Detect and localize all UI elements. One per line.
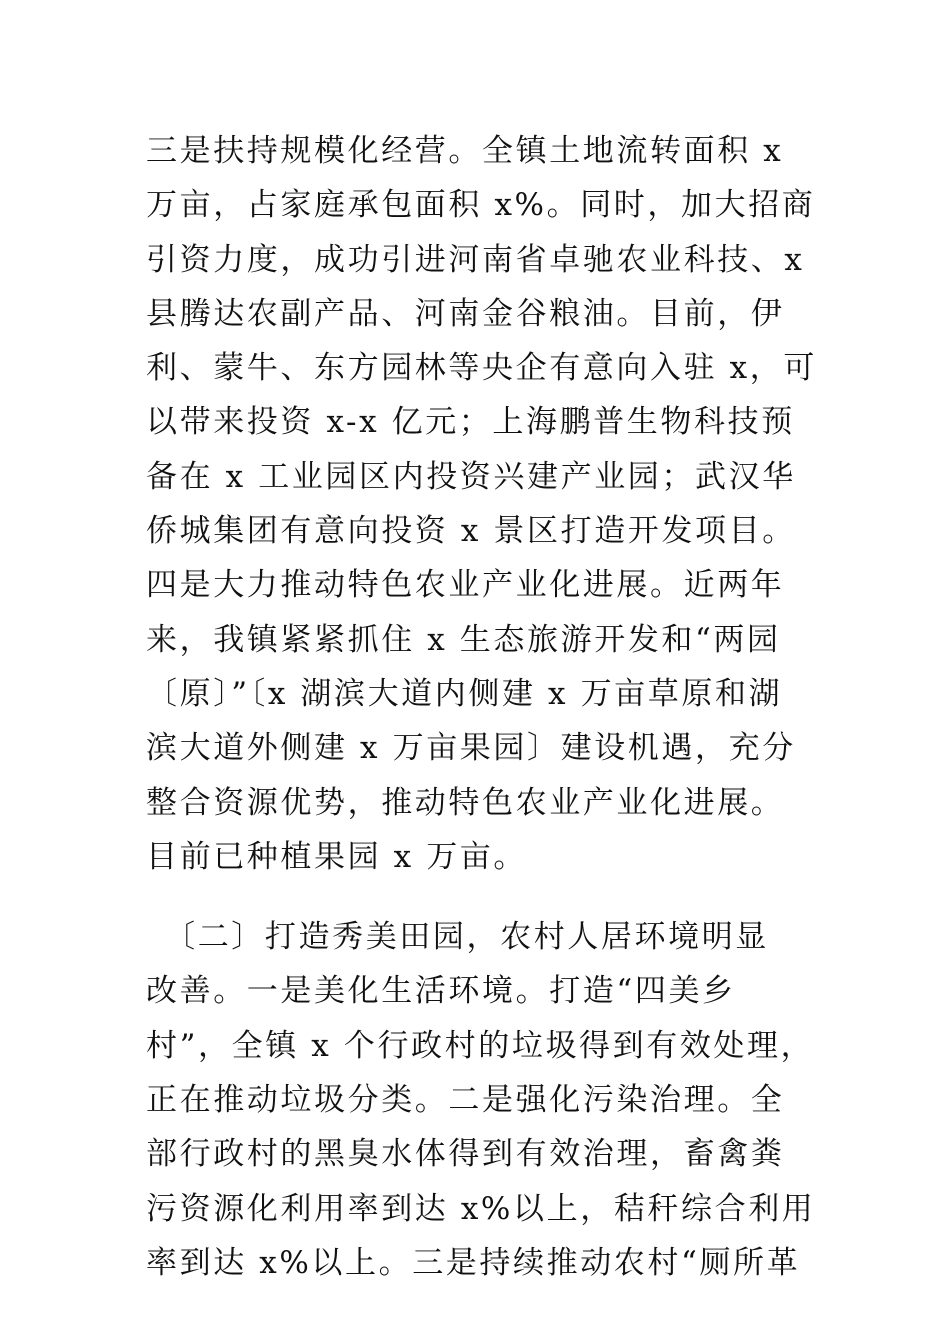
text-line: 污资源化利用率到达 x%以上，秸秆综合利用 bbox=[146, 1190, 816, 1227]
text-line: 引资力度，成功引进河南省卓驰农业科技、x bbox=[146, 241, 805, 278]
text-line: 来，我镇紧紧抓住 x 生态旅游开发和“两园 bbox=[146, 621, 781, 658]
text-line: 改善。一是美化生活环境。打造“四美乡 bbox=[146, 973, 736, 1010]
text-line: 四是大力推动特色农业产业化进展。近两年 bbox=[146, 567, 785, 604]
text-line: 以带来投资 x-x 亿元；上海鹏普生物科技预 bbox=[146, 404, 795, 441]
text-line: 利、蒙牛、东方园林等央企有意向入驻 x，可 bbox=[146, 350, 817, 387]
text-line: 备在 x 工业园区内投资兴建产业园；武汉华 bbox=[146, 458, 796, 495]
text-line: 目前已种植果园 x 万亩。 bbox=[146, 838, 527, 875]
text-line: 部行政村的黑臭水体得到有效治理，畜禽粪 bbox=[146, 1136, 785, 1173]
text-line: 率到达 x%以上。三是持续推动农村“厕所革 bbox=[146, 1244, 801, 1281]
text-line: 村”，全镇 x 个行政村的垃圾得到有效处理， bbox=[146, 1027, 815, 1064]
paragraph-gap bbox=[146, 884, 818, 910]
text-line: 万亩，占家庭承包面积 x%。同时，加大招商 bbox=[146, 187, 816, 224]
text-line: 滨大道外侧建 x 万亩果园〕建设机遇，充分 bbox=[146, 730, 796, 767]
body-text bbox=[146, 124, 818, 1290]
text-line: 〔原〕”〔x 湖滨大道内侧建 x 万亩草原和湖 bbox=[146, 675, 783, 712]
text-line: 整合资源优势，推动特色农业产业化进展。 bbox=[146, 784, 785, 821]
text-line: 三是扶持规模化经营。全镇土地流转面积 x bbox=[146, 133, 784, 169]
text-line: 县腾达农副产品、河南金谷粮油。目前，伊 bbox=[146, 295, 785, 332]
text-line: 正在推动垃圾分类。二是强化污染治理。全 bbox=[146, 1082, 785, 1119]
text-line: 〔二〕打造秀美田园，农村人居环境明显 bbox=[146, 919, 769, 956]
text-line: 侨城集团有意向投资 x 景区打造开发项目。 bbox=[146, 513, 796, 550]
